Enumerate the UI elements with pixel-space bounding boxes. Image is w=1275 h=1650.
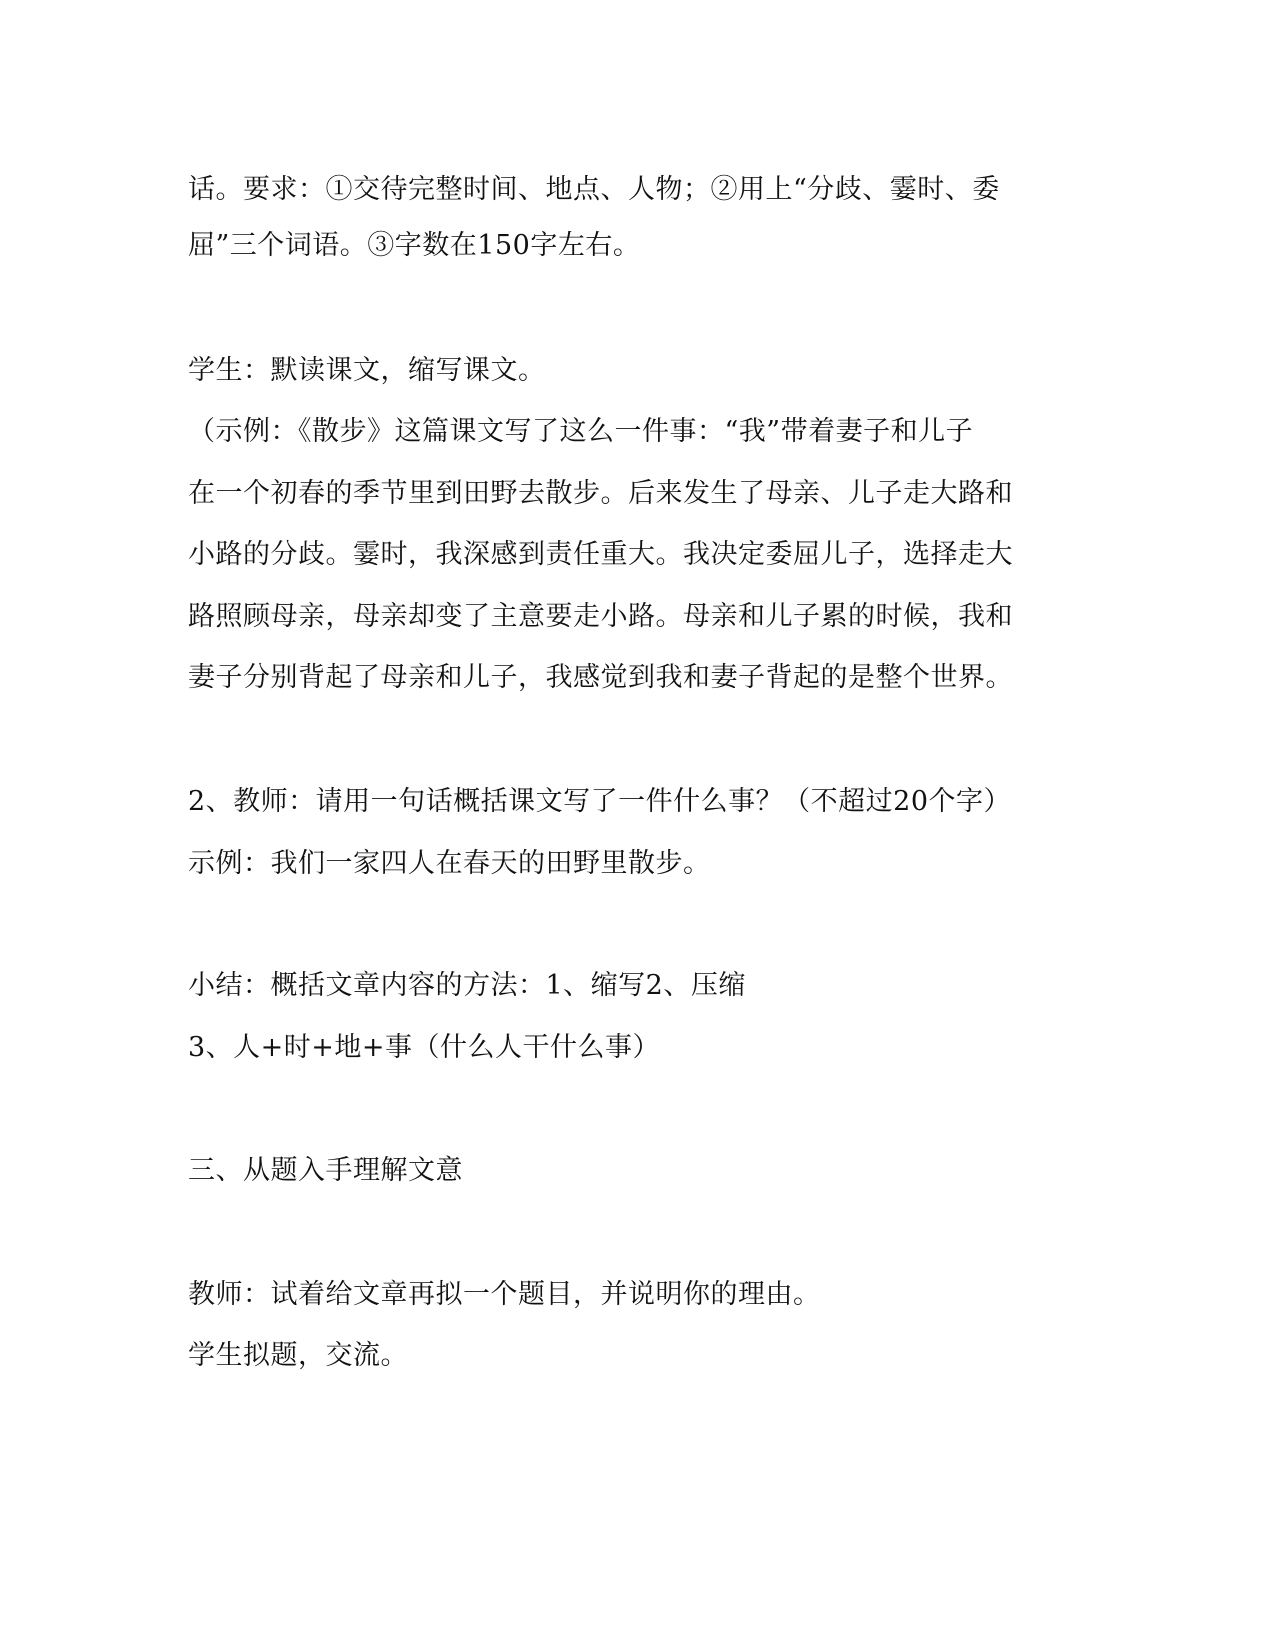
text-line: 屈”三个词语。③字数在150字左右。 [188, 230, 641, 261]
section-heading: 三、从题入手理解文意 [188, 1155, 463, 1186]
text-line: （示例：《散步》这篇课文写了这么一件事：“我”带着妻子和儿子 [188, 416, 974, 447]
text-line: 学生：默读课文，缩写课文。 [188, 355, 546, 386]
text-line: 学生拟题，交流。 [188, 1340, 408, 1371]
text-line: 话。要求：①交待完整时间、地点、人物；②用上“分歧、霎时、委 [188, 174, 1000, 205]
text-line: 3、人+时+地+事（什么人干什么事） [188, 1032, 661, 1063]
text-line: 小结：概括文章内容的方法：1、缩写2、压缩 [188, 970, 746, 1001]
text-line: 路照顾母亲，母亲却变了主意要走小路。母亲和儿子累的时候，我和 [188, 601, 1013, 632]
text-line: 小路的分歧。霎时，我深感到责任重大。我决定委屈儿子，选择走大 [188, 539, 1013, 570]
text-line: 2、教师：请用一句话概括课文写了一件什么事？（不超过20个字） [188, 786, 1012, 817]
text-line: 在一个初春的季节里到田野去散步。后来发生了母亲、儿子走大路和 [188, 478, 1013, 509]
text-line: 教师：试着给文章再拟一个题目，并说明你的理由。 [188, 1279, 821, 1310]
text-line: 示例：我们一家四人在春天的田野里散步。 [188, 848, 711, 879]
text-line: 妻子分别背起了母亲和儿子，我感觉到我和妻子背起的是整个世界。 [188, 662, 1013, 693]
